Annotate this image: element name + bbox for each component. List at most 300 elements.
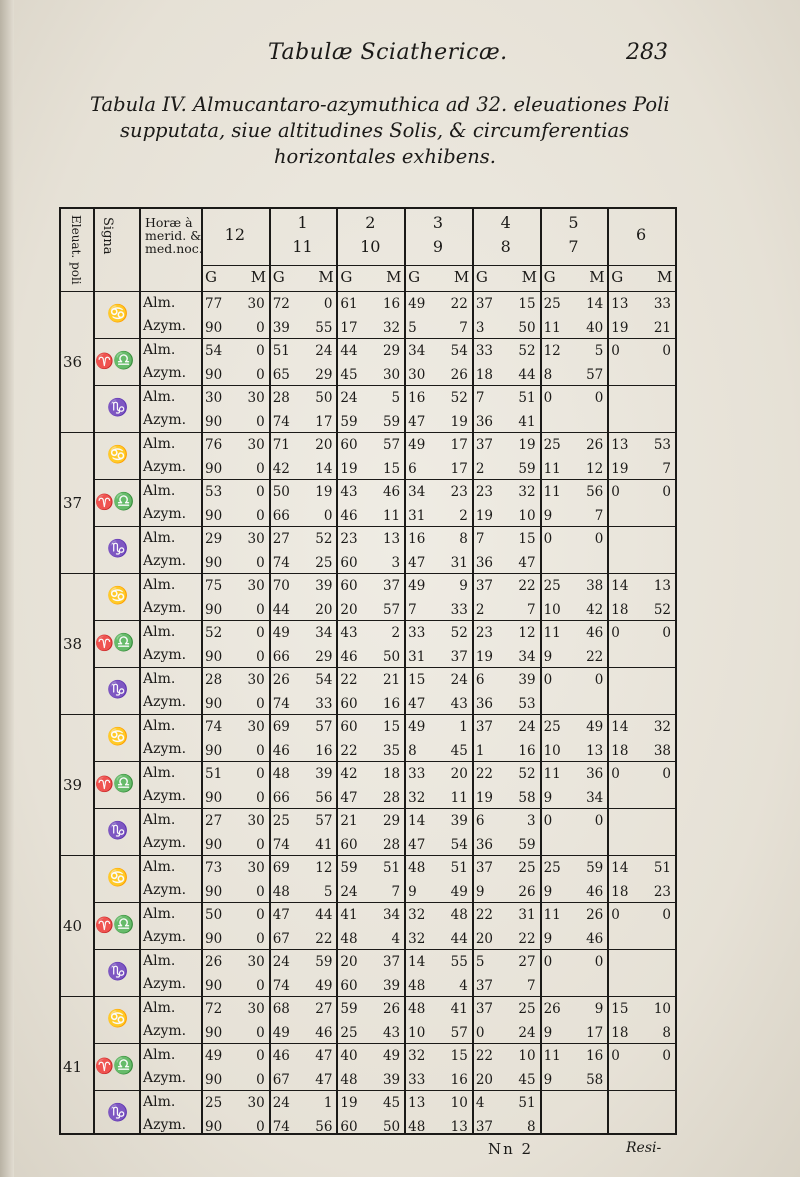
- degrees-cell: 21: [340, 813, 358, 829]
- minutes-cell: 44: [315, 907, 333, 923]
- azym-label: Azym.: [143, 552, 187, 569]
- elevation-value: 37: [63, 493, 83, 512]
- signature-mark: Nn 2: [488, 1140, 534, 1158]
- degrees-cell: 14: [611, 578, 629, 594]
- minutes-cell: 9: [459, 578, 468, 594]
- minutes-cell: 0: [256, 1024, 265, 1041]
- zodiac-sign: ♑: [107, 820, 129, 841]
- degrees-cell: 51: [272, 343, 290, 359]
- sign-symbol-aries: ♈: [95, 633, 114, 652]
- sign-symbol-aries: ♈: [95, 492, 114, 511]
- azym-label: Azym.: [143, 881, 187, 898]
- degrees-cell: 77: [205, 296, 223, 312]
- degrees-cell: 11: [543, 484, 561, 500]
- degrees-cell: 0: [543, 672, 553, 688]
- degrees-cell: 54: [205, 343, 223, 359]
- degrees-cell: 22: [340, 672, 358, 688]
- degrees-cell: 33: [408, 1071, 426, 1088]
- degrees-cell: 65: [272, 366, 290, 383]
- degrees-cell: 3: [475, 319, 485, 336]
- minutes-cell: 15: [518, 531, 536, 547]
- degrees-cell: 74: [272, 413, 290, 430]
- alm-label: Alm.: [143, 1047, 176, 1063]
- minutes-cell: 53: [518, 695, 536, 712]
- degrees-cell: 47: [408, 836, 426, 853]
- degrees-cell: 90: [205, 930, 223, 947]
- sign-symbol-aries: ♈: [95, 1056, 114, 1075]
- degrees-cell: 7: [475, 531, 485, 547]
- degrees-cell: 33: [408, 766, 426, 782]
- degrees-cell: 23: [340, 531, 358, 547]
- degrees-cell: 22: [475, 1048, 494, 1064]
- minutes-cell: 46: [382, 484, 401, 500]
- minutes-cell: 2: [391, 625, 401, 641]
- alm-label: Alm.: [143, 342, 176, 358]
- degrees-cell: 27: [272, 531, 290, 547]
- minutes-cell: 17: [315, 413, 333, 430]
- degrees-cell: 70: [272, 578, 290, 594]
- degrees-cell: 49: [272, 1024, 290, 1041]
- degrees-cell: 74: [272, 554, 290, 571]
- minutes-cell: 51: [382, 860, 401, 876]
- minutes-cell: 49: [382, 1048, 401, 1064]
- degrees-cell: 14: [611, 860, 629, 876]
- minutes-cell: 3: [391, 554, 401, 571]
- degrees-cell: 74: [272, 1118, 290, 1135]
- degrees-cell: 9: [543, 507, 553, 524]
- minutes-cell: 56: [315, 1118, 333, 1135]
- sign-rule: [93, 902, 675, 903]
- alm-label: Alm.: [143, 530, 176, 546]
- minutes-cell: 13: [653, 578, 671, 594]
- degrees-cell: 24: [272, 954, 290, 970]
- sign-rule: [93, 808, 675, 809]
- minutes-cell: 57: [450, 1024, 468, 1041]
- minutes-cell: 43: [450, 695, 468, 712]
- degrees-cell: 32: [408, 930, 426, 947]
- title-line-3: horizontales exhibens.: [274, 145, 496, 168]
- minutes-cell: 33: [450, 601, 468, 618]
- minutes-cell: 19: [450, 413, 468, 430]
- minutes-cell: 0: [594, 390, 604, 406]
- degrees-cell: 9: [408, 883, 417, 900]
- minutes-cell: 0: [594, 672, 604, 688]
- minutes-cell: 41: [518, 413, 536, 430]
- minutes-cell: 20: [315, 601, 333, 618]
- degrees-cell: 72: [205, 1001, 223, 1017]
- degrees-cell: 52: [205, 625, 223, 641]
- minutes-cell: 30: [247, 1095, 265, 1111]
- minutes-cell: 50: [382, 648, 401, 665]
- degrees-cell: 19: [611, 460, 629, 477]
- degrees-cell: 30: [408, 366, 426, 383]
- minutes-cell: 11: [450, 789, 468, 806]
- signa-header: Signa: [100, 217, 115, 255]
- degrees-cell: 17: [340, 319, 358, 336]
- minutes-cell: 26: [518, 883, 536, 900]
- degrees-header: G: [272, 268, 285, 286]
- degrees-cell: 37: [475, 437, 494, 453]
- minutes-cell: 22: [450, 296, 468, 312]
- minutes-cell: 55: [450, 954, 468, 970]
- hour-number-top: 3: [432, 213, 444, 232]
- degrees-cell: 51: [205, 766, 223, 782]
- minutes-cell: 52: [518, 766, 536, 782]
- degrees-cell: 18: [611, 742, 629, 759]
- minutes-cell: 57: [315, 719, 333, 735]
- minutes-cell: 32: [653, 719, 671, 735]
- alm-label: Alm.: [143, 436, 176, 452]
- degrees-cell: 0: [475, 1024, 485, 1041]
- minutes-cell: 48: [450, 907, 468, 923]
- zodiac-sign: ♑: [107, 679, 129, 700]
- header-rule: [61, 291, 675, 292]
- minutes-cell: 57: [382, 601, 401, 618]
- alm-label: Alm.: [143, 577, 176, 593]
- minutes-cell: 25: [518, 860, 536, 876]
- degrees-cell: 25: [543, 578, 561, 594]
- degrees-cell: 25: [543, 860, 561, 876]
- azym-label: Azym.: [143, 740, 187, 757]
- degrees-cell: 9: [543, 648, 553, 665]
- degrees-cell: 37: [475, 1001, 494, 1017]
- minutes-cell: 0: [256, 366, 265, 383]
- minutes-cell: 45: [382, 1095, 401, 1111]
- degrees-cell: 37: [475, 1118, 494, 1135]
- minutes-header: M: [318, 268, 334, 286]
- minutes-cell: 50: [382, 1118, 401, 1135]
- minutes-cell: 32: [518, 484, 536, 500]
- degrees-cell: 60: [340, 977, 358, 994]
- elevation-value: 40: [63, 916, 83, 935]
- degrees-cell: 2: [475, 601, 485, 618]
- degrees-cell: 59: [340, 413, 358, 430]
- degrees-cell: 90: [205, 319, 223, 336]
- elevation-value: 38: [63, 634, 83, 653]
- degrees-cell: 47: [272, 907, 290, 923]
- degrees-cell: 4: [475, 1095, 485, 1111]
- degrees-cell: 15: [611, 1001, 629, 1017]
- minutes-cell: 0: [323, 507, 333, 524]
- degrees-cell: 49: [408, 296, 426, 312]
- degrees-cell: 90: [205, 366, 223, 383]
- sign-rule: [93, 479, 675, 480]
- degrees-cell: 90: [205, 1118, 223, 1135]
- hour-header-label: merid. &: [145, 228, 202, 243]
- hour-number-bottom: 8: [500, 237, 511, 256]
- zodiac-sign: ♋: [107, 444, 129, 465]
- minutes-cell: 32: [382, 319, 401, 336]
- minutes-cell: 0: [256, 789, 265, 806]
- minutes-cell: 30: [247, 954, 265, 970]
- minutes-cell: 20: [450, 766, 468, 782]
- degrees-header: G: [475, 268, 488, 286]
- degrees-cell: 69: [272, 719, 290, 735]
- column-rule: [404, 209, 406, 1133]
- sign-rule: [93, 338, 675, 339]
- minutes-cell: 34: [382, 907, 401, 923]
- minutes-cell: 58: [518, 789, 536, 806]
- degrees-header: G: [408, 268, 421, 286]
- degrees-cell: 66: [272, 789, 290, 806]
- degrees-cell: 60: [340, 719, 358, 735]
- minutes-cell: 16: [382, 695, 401, 712]
- minutes-cell: 47: [315, 1071, 333, 1088]
- minutes-cell: 52: [450, 625, 468, 641]
- minutes-cell: 24: [518, 1024, 536, 1041]
- minutes-cell: 7: [459, 319, 468, 336]
- degrees-cell: 44: [340, 343, 358, 359]
- degrees-cell: 0: [611, 766, 620, 782]
- sign-rule: [93, 667, 675, 668]
- minutes-cell: 30: [247, 437, 265, 453]
- minutes-cell: 57: [315, 813, 333, 829]
- azym-label: Azym.: [143, 646, 187, 663]
- degrees-cell: 20: [340, 954, 358, 970]
- degrees-cell: 10: [543, 742, 561, 759]
- azym-label: Azym.: [143, 834, 187, 851]
- degrees-cell: 67: [272, 1071, 290, 1088]
- degrees-cell: 42: [340, 766, 358, 782]
- degrees-cell: 9: [543, 789, 553, 806]
- degrees-cell: 22: [475, 766, 494, 782]
- minutes-cell: 7: [526, 601, 536, 618]
- degrees-cell: 1: [475, 742, 485, 759]
- degrees-cell: 14: [408, 954, 426, 970]
- degrees-cell: 76: [205, 437, 223, 453]
- degrees-cell: 90: [205, 460, 223, 477]
- minutes-cell: 0: [662, 766, 671, 782]
- minutes-cell: 27: [315, 1001, 333, 1017]
- hour-number-bottom: 9: [432, 237, 444, 256]
- minutes-cell: 47: [518, 554, 536, 571]
- minutes-cell: 50: [315, 390, 333, 406]
- degrees-cell: 11: [543, 625, 561, 641]
- zodiac-sign: ♎: [113, 1055, 135, 1076]
- minutes-cell: 26: [586, 437, 604, 453]
- degrees-cell: 25: [543, 296, 561, 312]
- minutes-cell: 23: [653, 883, 671, 900]
- degrees-cell: 13: [611, 296, 629, 312]
- title-line-1: Tabula IV. Almucantaro-azymuthica ad 32. eleuationes Poli: [90, 93, 670, 116]
- degrees-cell: 28: [272, 390, 290, 406]
- minutes-cell: 0: [662, 1048, 671, 1064]
- minutes-cell: 30: [247, 531, 265, 547]
- minutes-cell: 39: [315, 578, 333, 594]
- degrees-cell: 28: [205, 672, 223, 688]
- degrees-cell: 60: [340, 554, 358, 571]
- degrees-cell: 25: [543, 437, 561, 453]
- minutes-cell: 0: [662, 625, 671, 641]
- minutes-cell: 44: [450, 930, 468, 947]
- minutes-cell: 2: [459, 507, 468, 524]
- minutes-cell: 46: [586, 625, 604, 641]
- degrees-cell: 60: [340, 695, 358, 712]
- minutes-cell: 1: [459, 719, 468, 735]
- degrees-cell: 0: [611, 343, 620, 359]
- hour-number-top: 1: [297, 213, 308, 232]
- degrees-cell: 49: [408, 437, 426, 453]
- degrees-cell: 8: [543, 366, 553, 383]
- minutes-cell: 10: [518, 1048, 536, 1064]
- sign-rule: [93, 526, 675, 527]
- title-line-2: supputata, siue altitudines Solis, & circumferentias: [120, 119, 630, 142]
- degrees-cell: 72: [272, 296, 290, 312]
- hour-header-label: med.noc.: [145, 241, 203, 256]
- minutes-cell: 25: [315, 554, 333, 571]
- degrees-cell: 40: [340, 1048, 358, 1064]
- degrees-cell: 26: [205, 954, 223, 970]
- minutes-cell: 29: [315, 648, 333, 665]
- hour-number-top: 5: [568, 213, 579, 232]
- minutes-header: M: [589, 268, 605, 286]
- degrees-cell: 32: [408, 907, 426, 923]
- table-title: [80, 92, 710, 170]
- minutes-cell: 30: [247, 1001, 265, 1017]
- zodiac-sign: ♑: [107, 397, 129, 418]
- zodiac-sign: ♋: [107, 867, 129, 888]
- minutes-cell: 0: [256, 1071, 265, 1088]
- minutes-cell: 15: [518, 296, 536, 312]
- sign-symbol-aries: ♈: [95, 915, 114, 934]
- degrees-cell: 41: [340, 907, 358, 923]
- minutes-cell: 33: [653, 296, 671, 312]
- azym-label: Azym.: [143, 411, 187, 428]
- zodiac-sign: ♎: [113, 632, 135, 653]
- degrees-cell: 75: [205, 578, 223, 594]
- degrees-cell: 22: [475, 907, 494, 923]
- minutes-cell: 45: [518, 1071, 536, 1088]
- zodiac-sign: ♑: [107, 1102, 129, 1123]
- minutes-cell: 36: [586, 766, 604, 782]
- minutes-cell: 0: [594, 954, 604, 970]
- degrees-cell: 10: [408, 1024, 426, 1041]
- minutes-cell: 24: [518, 719, 536, 735]
- degrees-cell: 12: [543, 343, 561, 359]
- minutes-cell: 4: [459, 977, 468, 994]
- degrees-cell: 37: [475, 860, 494, 876]
- running-head: Tabulæ Sciathericæ.: [268, 40, 508, 65]
- hour-number-top: 4: [500, 213, 511, 232]
- degrees-cell: 9: [543, 1024, 553, 1041]
- degrees-cell: 60: [340, 437, 358, 453]
- minutes-cell: 5: [323, 883, 333, 900]
- degrees-cell: 60: [340, 1118, 358, 1135]
- degrees-cell: 32: [408, 1048, 426, 1064]
- azym-label: Azym.: [143, 364, 187, 381]
- minutes-cell: 0: [662, 343, 671, 359]
- alm-label: Alm.: [143, 295, 176, 311]
- degrees-cell: 49: [408, 578, 426, 594]
- minutes-cell: 38: [586, 578, 604, 594]
- minutes-cell: 12: [586, 460, 604, 477]
- minutes-cell: 0: [256, 907, 265, 923]
- minutes-cell: 56: [586, 484, 604, 500]
- zodiac-sign: ♎: [113, 491, 135, 512]
- minutes-cell: 13: [586, 742, 604, 759]
- minutes-cell: 1: [323, 1095, 333, 1111]
- azym-label: Azym.: [143, 1022, 187, 1039]
- degrees-cell: 90: [205, 601, 223, 618]
- degrees-cell: 48: [408, 860, 426, 876]
- minutes-cell: 16: [450, 1071, 468, 1088]
- minutes-cell: 39: [382, 1071, 401, 1088]
- minutes-cell: 35: [382, 742, 401, 759]
- minutes-cell: 16: [518, 742, 536, 759]
- minutes-cell: 0: [256, 648, 265, 665]
- alm-label: Alm.: [143, 389, 176, 405]
- minutes-cell: 29: [382, 813, 401, 829]
- minutes-cell: 38: [653, 742, 671, 759]
- degrees-cell: 36: [475, 836, 494, 853]
- degrees-cell: 0: [543, 390, 553, 406]
- minutes-cell: 16: [315, 742, 333, 759]
- degrees-cell: 90: [205, 695, 223, 712]
- minutes-cell: 22: [518, 578, 536, 594]
- minutes-cell: 15: [382, 719, 401, 735]
- minutes-cell: 0: [256, 625, 265, 641]
- degrees-cell: 48: [340, 1071, 358, 1088]
- minutes-header: M: [386, 268, 402, 286]
- degrees-cell: 37: [475, 296, 494, 312]
- column-rule: [336, 209, 338, 1133]
- degrees-cell: 59: [340, 860, 358, 876]
- degrees-cell: 7: [408, 601, 417, 618]
- column-rule: [269, 209, 271, 1133]
- degrees-cell: 19: [475, 507, 494, 524]
- degrees-cell: 49: [408, 719, 426, 735]
- degrees-header: G: [543, 268, 556, 286]
- alm-label: Alm.: [143, 1094, 176, 1110]
- minutes-cell: 0: [256, 1048, 265, 1064]
- minutes-header: M: [453, 268, 470, 286]
- degrees-cell: 9: [543, 1071, 553, 1088]
- minutes-cell: 50: [518, 319, 536, 336]
- zodiac-sign: ♎: [113, 773, 135, 794]
- minutes-cell: 20: [315, 437, 333, 453]
- degrees-cell: 9: [543, 883, 553, 900]
- minutes-cell: 39: [518, 672, 536, 688]
- minutes-cell: 46: [586, 930, 604, 947]
- degrees-cell: 74: [272, 977, 290, 994]
- minutes-cell: 0: [662, 907, 671, 923]
- column-rule: [201, 209, 203, 1133]
- minutes-cell: 59: [315, 954, 333, 970]
- minutes-cell: 49: [586, 719, 604, 735]
- minutes-cell: 12: [315, 860, 333, 876]
- minutes-cell: 14: [315, 460, 333, 477]
- minutes-cell: 0: [256, 883, 265, 900]
- minutes-cell: 43: [382, 1024, 401, 1041]
- minutes-cell: 0: [594, 813, 604, 829]
- minutes-cell: 39: [382, 977, 401, 994]
- degrees-cell: 19: [475, 648, 494, 665]
- minutes-cell: 41: [315, 836, 333, 853]
- degrees-cell: 22: [340, 742, 358, 759]
- minutes-cell: 39: [450, 813, 468, 829]
- degrees-cell: 48: [272, 883, 290, 900]
- degrees-cell: 74: [272, 695, 290, 712]
- minutes-cell: 17: [586, 1024, 604, 1041]
- degrees-cell: 11: [543, 1048, 561, 1064]
- degrees-cell: 74: [205, 719, 223, 735]
- minutes-cell: 51: [450, 860, 468, 876]
- degrees-cell: 50: [205, 907, 223, 923]
- minutes-cell: 29: [382, 343, 401, 359]
- minutes-cell: 7: [526, 977, 536, 994]
- minutes-cell: 4: [391, 930, 401, 947]
- group-rule: [61, 714, 675, 715]
